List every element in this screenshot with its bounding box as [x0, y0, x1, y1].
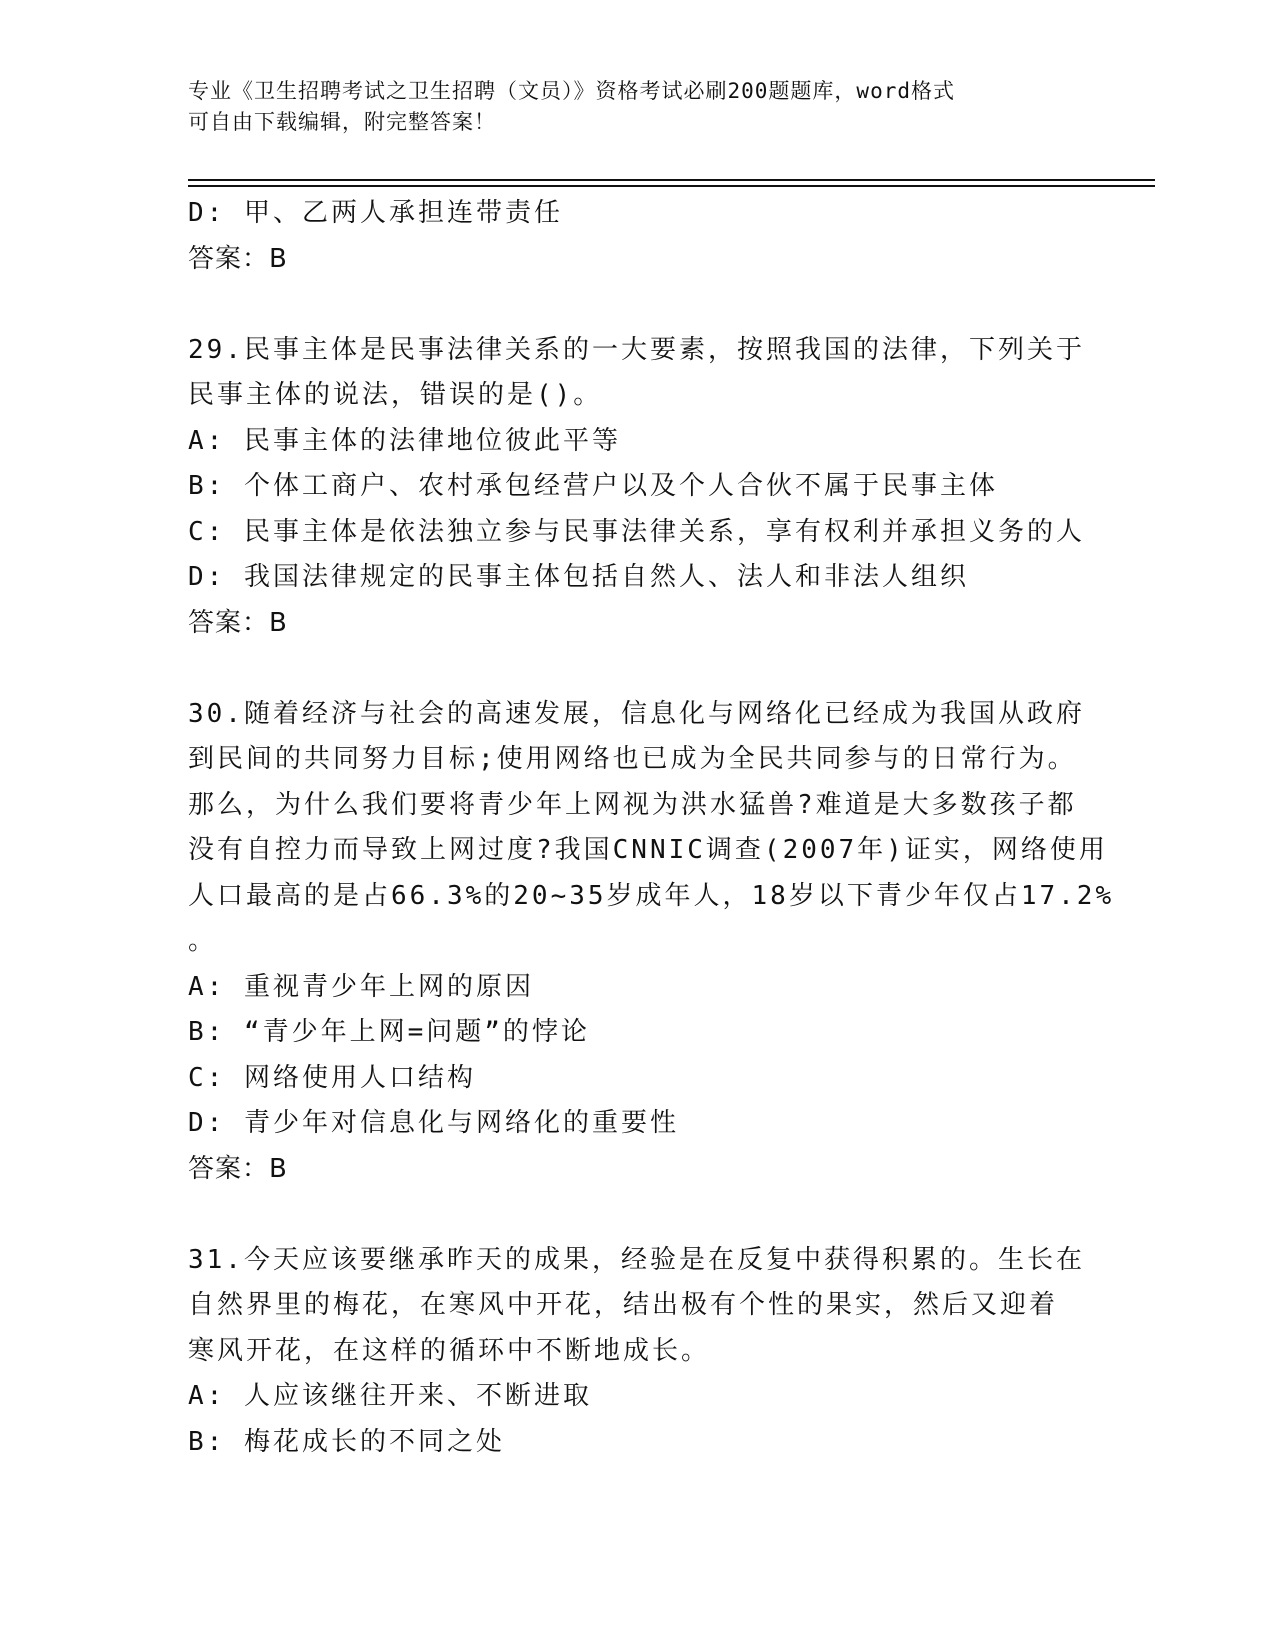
- option-d: D: 甲、乙两人承担连带责任: [188, 198, 563, 228]
- question-list: [188, 191, 1115, 1465]
- question-30: [188, 692, 1115, 1193]
- option-b: B: 梅花成长的不同之处: [188, 1426, 505, 1457]
- question-stem-line: 30.随着经济与社会的高速发展，信息化与网络化已经成为我国从政府: [188, 698, 1085, 729]
- question-stem-line: 到民间的共同努力目标;使用网络也已成为全民共同参与的日常行为。: [188, 744, 1077, 774]
- option-a: A: 民事主体的法律地位彼此平等: [188, 425, 621, 456]
- question-29: [188, 328, 1088, 647]
- question-31: [188, 1238, 1088, 1466]
- page-header: [188, 76, 1068, 138]
- header-divider-bottom: [188, 185, 1155, 187]
- spacer: [188, 1192, 1088, 1238]
- question-stem-line: 那么，为什么我们要将青少年上网视为洪水猛兽?难道是大多数孩子都: [188, 789, 1077, 820]
- question-28: [188, 191, 1088, 282]
- question-stem-line: 29.民事主体是民事法律关系的一大要素，按照我国的法律，下列关于: [188, 334, 1085, 365]
- spacer: [188, 282, 1088, 328]
- option-a: A: 人应该继往开来、不断进取: [188, 1381, 592, 1411]
- question-stem-line: 31.今天应该要继承昨天的成果，经验是在反复中获得积累的。生长在: [188, 1244, 1085, 1275]
- answer-line: 答案：B: [188, 243, 288, 274]
- option-c: C: 网络使用人口结构: [188, 1062, 476, 1093]
- question-stem-line: 民事主体的说法，错误的是()。: [188, 380, 603, 410]
- option-b: B: “青少年上网=问题”的悖论: [188, 1017, 590, 1047]
- question-stem-line: 寒风开花，在这样的循环中不断地成长。: [188, 1335, 711, 1366]
- header-line-1: 专业《卫生招聘考试之卫生招聘（文员）》资格考试必刷200题题库，word格式: [188, 79, 955, 103]
- header-divider-top: [188, 179, 1155, 181]
- option-c: C: 民事主体是依法独立参与民事法律关系，享有权利并承担义务的人: [188, 516, 1085, 547]
- spacer: [188, 646, 1088, 692]
- option-d: D: 青少年对信息化与网络化的重要性: [188, 1108, 679, 1138]
- option-b: B: 个体工商户、农村承包经营户以及个人合伙不属于民事主体: [188, 471, 998, 501]
- question-stem-line: 自然界里的梅花，在寒风中开花，结出极有个性的果实，然后又迎着: [188, 1290, 1059, 1320]
- answer-line: 答案：B: [188, 607, 288, 638]
- question-stem-line: 。: [188, 926, 218, 956]
- option-a: A: 重视青少年上网的原因: [188, 971, 534, 1002]
- header-line-2: 可自由下载编辑，附完整答案！: [188, 110, 496, 134]
- question-stem-line: 没有自控力而导致上网过度?我国CNNIC调查(2007年)证实，网络使用: [188, 835, 1108, 865]
- question-stem-line: 人口最高的是占66.3%的20~35岁成年人，18岁以下青少年仅占17.2%: [188, 880, 1115, 911]
- answer-line: 答案：B: [188, 1153, 288, 1184]
- option-d: D: 我国法律规定的民事主体包括自然人、法人和非法人组织: [188, 562, 969, 592]
